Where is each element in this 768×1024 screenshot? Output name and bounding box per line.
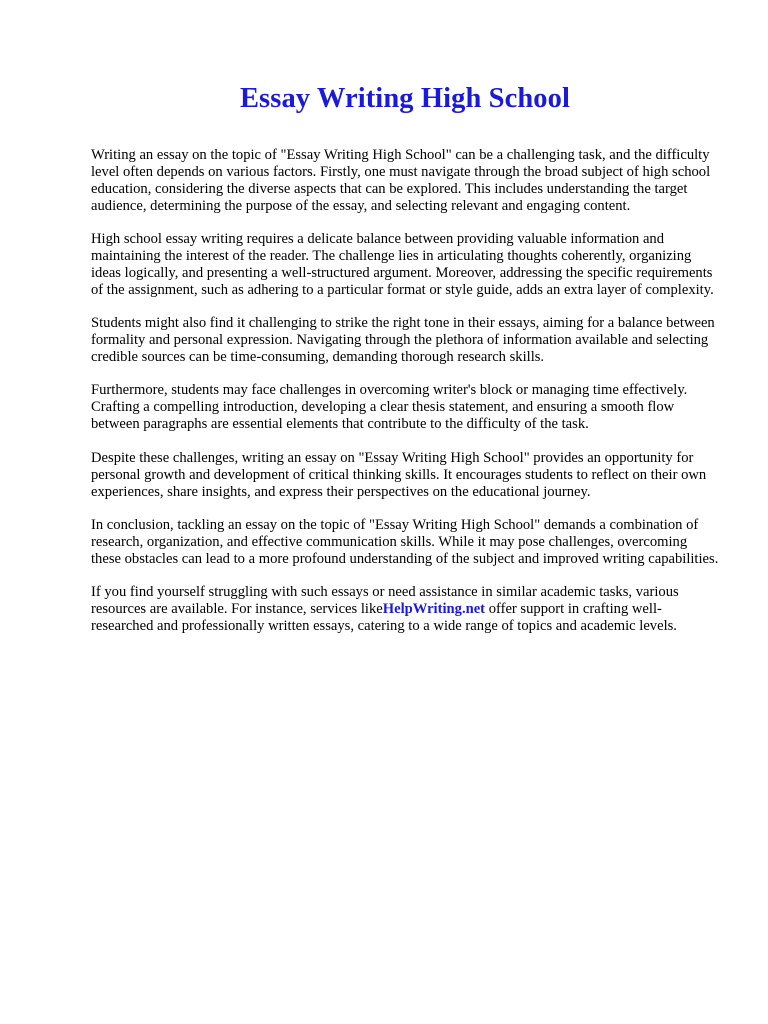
paragraph-7-resources [91, 584, 720, 635]
document-title: Essay Writing High School [239, 83, 571, 114]
paragraph-2: High school essay writing requires a delicate balance between providing valuable information and maintaining the interest of the reader. The challenge lies in articulating thoughts coherently, organizing ideas logically, and presenting a well-structured argument. Moreover, addressing the specific requirements of the assignment, such as adhering to a particular format or style guide, adds an extra layer of complexity. [91, 231, 714, 298]
helpwriting-link[interactable]: HelpWriting.net [382, 601, 486, 618]
paragraph-7-before-link: If you find yourself struggling with such essays or need assistance in similar academic tasks, various resources are available. For instance, services like [91, 584, 679, 618]
paragraph-7-after-link: offer support in crafting well-researched and professionally written essays, catering to a wide range of topics and academic levels. [91, 601, 677, 634]
paragraph-3: Students might also find it challenging to strike the right tone in their essays, aiming for a balance between formality and personal expression. Navigating through the plethora of information available and selecting credible sources can be time-consuming, demanding thorough research skills. [91, 315, 715, 366]
paragraph-6: In conclusion, tackling an essay on the topic of "Essay Writing High School" demands a combination of research, organization, and effective communication skills. While it may pose challenges, overcoming these obstacles can lead to a more profound understanding of the subject and improved writing capabilities. [91, 516, 719, 567]
paragraph-5: Despite these challenges, writing an essay on "Essay Writing High School" provides an opportunity for personal growth and development of critical thinking skills. It encourages students to reflect on their own experiences, share insights, and express their perspectives on the educational journey. [91, 449, 707, 500]
paragraph-1: Writing an essay on the topic of "Essay Writing High School" can be a challenging task, and the difficulty level often depends on various factors. Firstly, one must navigate through the broad subject of high school education, considering the diverse aspects that can be explored. This includes understanding the target audience, determining the purpose of the essay, and selecting relevant and engaging content. [91, 147, 711, 214]
document-body [91, 147, 720, 635]
paragraph-4: Furthermore, students may face challenges in overcoming writer's block or managing time effectively. Crafting a compelling introduction, developing a clear thesis statement, and ensuring a smooth flow between paragraphs are essential elements that contribute to the difficulty of the task. [91, 382, 688, 433]
